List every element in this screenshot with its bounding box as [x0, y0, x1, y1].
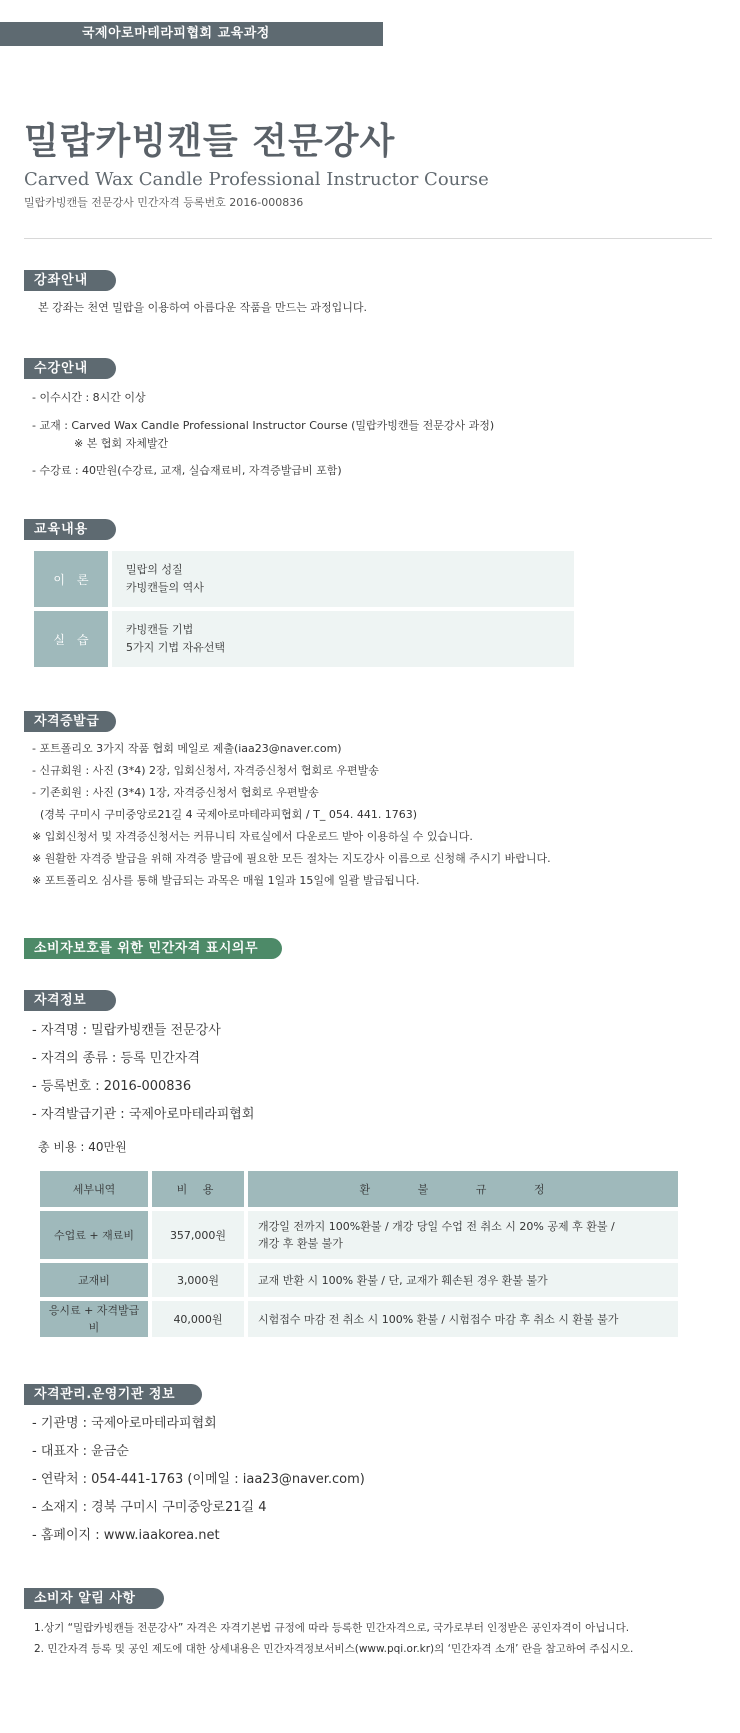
enroll-textbook-note: ※ 본 협회 자체발간	[74, 437, 169, 450]
fee-refund-table	[36, 1167, 682, 1341]
top-banner: 국제아로마테라피협회 교육과정	[0, 22, 383, 46]
qual-line: - 자격의 종류 : 등록 민간자격	[32, 1051, 200, 1066]
fee-cost: 3,000원	[152, 1263, 244, 1297]
practice-line-2: 5가지 기법 자유선택	[126, 641, 225, 654]
title-divider	[24, 238, 712, 239]
section-org-heading: 자격관리.운영기관 정보	[24, 1384, 202, 1405]
section-notice-heading: 소비자 알림 사항	[24, 1588, 164, 1609]
fee-cost: 40,000원	[152, 1301, 244, 1337]
total-cost: 총 비용 : 40만원	[38, 1140, 127, 1154]
practice-line-1: 카빙캔들 기법	[126, 623, 194, 636]
fee-policy-line: 개강일 전까지 100%환불 / 개강 당일 수업 전 취소 시 20% 공제 후 환불 /	[258, 1220, 615, 1233]
fee-policy: 시험접수 마감 전 취소 시 100% 환불 / 시험접수 마감 후 취소 시 환불 불가	[248, 1301, 678, 1337]
enroll-textbook: - 교재 : Carved Wax Candle Professional Instructor Course (밀랍카빙캔들 전문강사 과정)	[32, 419, 495, 432]
fee-item: 수업료 + 재료비	[40, 1211, 148, 1259]
org-line: - 소재지 : 경북 구미시 구미중앙로21길 4	[32, 1500, 267, 1515]
cert-line: - 신규회원 : 사진 (3*4) 2장, 입회신청서, 자격증신청서 협회로 우편발송	[32, 764, 379, 777]
notice-line: 2. 민간자격 등록 및 공인 제도에 대한 상세내용은 민간자격정보서비스(www.pqi.or.kr)의 ‘민간자격 소개’ 란을 참고하여 주십시오.	[34, 1643, 634, 1655]
enroll-hours: - 이수시간 : 8시간 이상	[32, 391, 146, 404]
english-subtitle: Carved Wax Candle Professional Instructor Course	[24, 169, 489, 190]
registration-number: 밀랍카빙캔들 전문강사 민간자격 등록번호 2016-000836	[24, 196, 304, 209]
qual-line: - 자격발급기관 : 국제아로마테라피협회	[32, 1107, 255, 1122]
table-row	[34, 611, 574, 667]
cert-line: - 포트폴리오 3가지 작품 협회 메일로 제출(iaa23@naver.com)	[32, 742, 342, 755]
fee-item: 응시료 + 자격발급비	[40, 1301, 148, 1337]
practice-label: 실습	[34, 611, 108, 667]
section-cert-heading: 자격증발급	[24, 711, 116, 732]
consumer-protection-banner: 소비자보호를 위한 민간자격 표시의무	[24, 938, 282, 959]
theory-line-2: 카빙캔들의 역사	[126, 581, 204, 594]
notice-line: 1.상기 “밀랍카빙캔들 전문강사” 자격은 자격기본법 규정에 따라 등록한 민간자격으로, 국가로부터 인정받은 공인자격이 아닙니다.	[34, 1622, 630, 1634]
page-title: 밀랍카빙캔들 전문강사	[24, 121, 396, 162]
education-content-table	[34, 551, 574, 671]
table-row	[40, 1263, 678, 1297]
cert-line: ※ 원활한 자격증 발급을 위해 자격증 발급에 필요한 모든 절차는 지도강사 이름으로 신청해 주시기 바랍니다.	[32, 852, 551, 865]
org-line: - 홈페이지 : www.iaakorea.net	[32, 1528, 220, 1543]
fee-policy	[248, 1211, 678, 1259]
table-row	[40, 1301, 678, 1337]
practice-content	[112, 611, 574, 667]
section-qual-heading: 자격정보	[24, 990, 116, 1011]
cert-line: ※ 입회신청서 및 자격증신청서는 커뮤니티 자료실에서 다운로드 받아 이용하실 수 있습니다.	[32, 830, 473, 843]
section-content-heading: 교육내용	[24, 519, 116, 540]
qual-line: - 자격명 : 밀랍카빙캔들 전문강사	[32, 1023, 221, 1038]
fee-policy: 교재 반환 시 100% 환불 / 단, 교재가 훼손된 경우 환불 불가	[248, 1263, 678, 1297]
fee-cost: 357,000원	[152, 1211, 244, 1259]
theory-line-1: 밀랍의 성질	[126, 563, 183, 576]
col-header-item: 세부내역	[40, 1171, 148, 1207]
cert-line: (경북 구미시 구미중앙로21길 4 국제아로마테라피협회 / T_ 054. 441. 1763)	[40, 808, 418, 821]
table-header-row	[40, 1171, 678, 1207]
org-line: - 대표자 : 윤금순	[32, 1444, 129, 1459]
cert-line: - 기존회원 : 사진 (3*4) 1장, 자격증신청서 협회로 우편발송	[32, 786, 319, 799]
section-course-intro-heading: 강좌안내	[24, 270, 116, 291]
theory-content	[112, 551, 574, 607]
org-line: - 연락처 : 054-441-1763 (이메일 : iaa23@naver.com)	[32, 1472, 365, 1487]
course-intro-text: 본 강좌는 천연 밀랍을 이용하여 아름다운 작품을 만드는 과정입니다.	[38, 301, 367, 314]
enroll-fee: - 수강료 : 40만원(수강료, 교재, 실습재료비, 자격증발급비 포함)	[32, 464, 342, 477]
table-row	[34, 551, 574, 607]
col-header-cost: 비 용	[152, 1171, 244, 1207]
fee-item: 교재비	[40, 1263, 148, 1297]
fee-policy-line: 개강 후 환불 불가	[258, 1237, 343, 1250]
qual-line: - 등록번호 : 2016-000836	[32, 1079, 192, 1094]
table-row	[40, 1211, 678, 1259]
theory-label: 이론	[34, 551, 108, 607]
col-header-refund: 환 불 규 정	[248, 1171, 678, 1207]
cert-line: ※ 포트폴리오 심사를 통해 발급되는 과목은 매월 1일과 15일에 일괄 발급됩니다.	[32, 874, 420, 887]
section-enroll-heading: 수강안내	[24, 358, 116, 379]
org-line: - 기관명 : 국제아로마테라피협회	[32, 1416, 217, 1431]
